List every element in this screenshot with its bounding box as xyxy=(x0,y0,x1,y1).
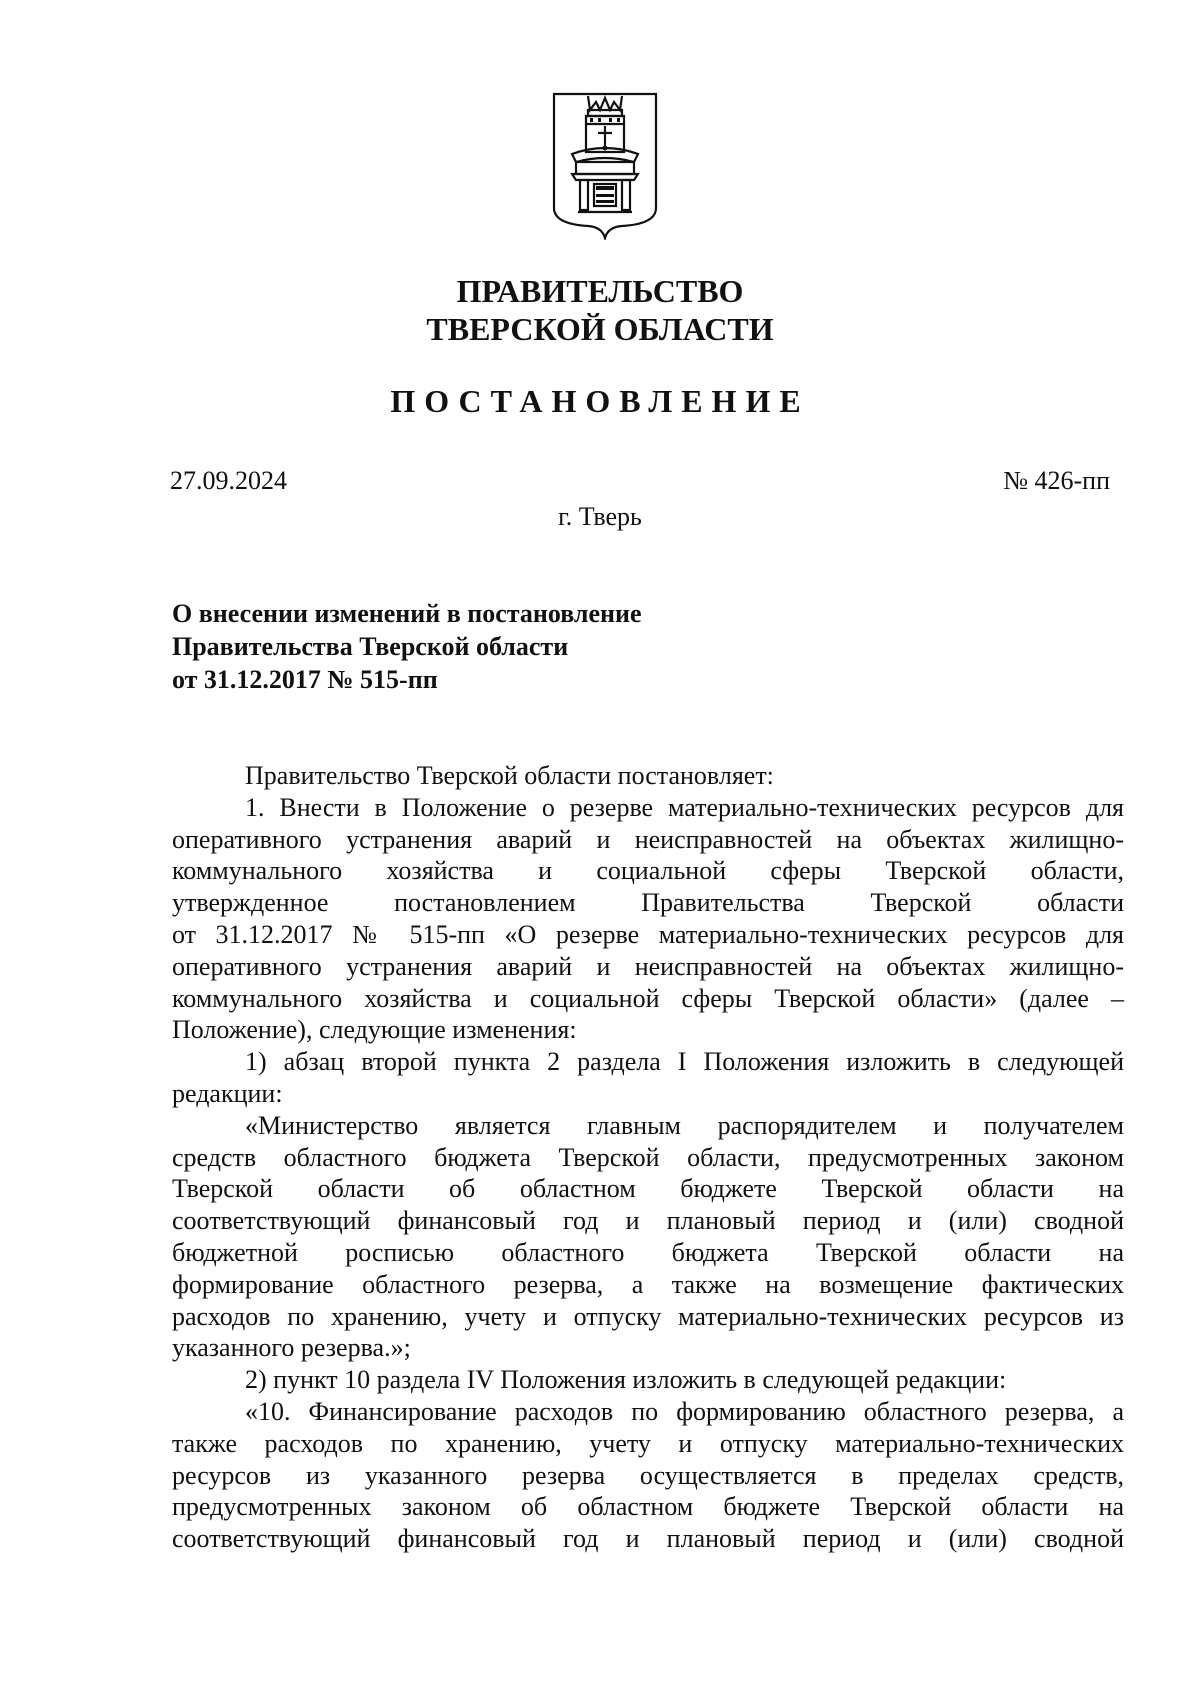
body-line: соответствующий финансовый год и плановый период и (или) сводной xyxy=(172,1524,1124,1554)
body-line: утвержденное постановлением Правительства Тверской области xyxy=(172,888,1124,918)
body-line: Положение), следующие изменения: xyxy=(172,1015,577,1045)
body-line: Тверской области об областном бюджете Тверской области на xyxy=(172,1174,1124,1204)
body-line: средств областного бюджета Тверской области, предусмотренных законом xyxy=(172,1142,1124,1172)
body-line: редакции: xyxy=(172,1078,283,1108)
government-title-line1: ПРАВИТЕЛЬСТВО xyxy=(456,273,744,309)
coat-of-arms-icon xyxy=(550,90,660,240)
document-number: № 426-пп xyxy=(1003,466,1110,495)
subject-line2: Правительства Тверской области xyxy=(172,632,569,661)
document-type: ПОСТАНОВЛЕНИЕ xyxy=(390,383,810,419)
body-line: оперативного устранения аварий и неисправностей на объектах жилищно- xyxy=(172,824,1124,854)
subject-line3: от 31.12.2017 № 515-пп xyxy=(172,665,438,694)
body-line: Правительство Тверской области постановляет: xyxy=(245,761,774,790)
body-line: от 31.12.2017 № 515-пп «О резерве материально-технических ресурсов для xyxy=(172,919,1124,949)
document-date: 27.09.2024 xyxy=(170,466,287,495)
body-line: коммунального хозяйства и социальной сферы Тверской области» (далее – xyxy=(172,983,1124,1013)
body-line: ресурсов из указанного резерва осуществляется в пределах средств, xyxy=(172,1460,1124,1490)
body-line: коммунального хозяйства и социальной сферы Тверской области, xyxy=(172,856,1124,886)
body-line: бюджетной росписью областного бюджета Тверской области на xyxy=(172,1237,1124,1267)
body-line: также расходов по хранению, учету и отпуску материально-технических xyxy=(172,1428,1124,1458)
body-line: предусмотренных законом об областном бюджете Тверской области на xyxy=(172,1492,1124,1522)
body-line: расходов по хранению, учету и отпуску материально-технических ресурсов из xyxy=(172,1301,1124,1331)
government-title-line2: ТВЕРСКОЙ ОБЛАСТИ xyxy=(426,311,774,347)
document-body xyxy=(172,760,1124,1555)
body-line: оперативного устранения аварий и неисправностей на объектах жилищно- xyxy=(172,951,1124,981)
body-line: 2) пункт 10 раздела IV Положения изложить в следующей редакции: xyxy=(245,1365,1007,1395)
body-line: указанного резерва.»; xyxy=(172,1333,411,1363)
body-line: 1) абзац второй пункта 2 раздела I Положения изложить в следующей xyxy=(245,1047,1124,1077)
document-subject xyxy=(172,597,642,696)
body-line: формирование областного резерва, а также на возмещение фактических xyxy=(172,1269,1124,1299)
body-line: 1. Внести в Положение о резерве материально-технических ресурсов для xyxy=(245,792,1124,822)
document-city: г. Тверь xyxy=(558,502,642,531)
body-line: «10. Финансирование расходов по формированию областного резерва, а xyxy=(245,1396,1124,1426)
body-line: соответствующий финансовый год и плановый период и (или) сводной xyxy=(172,1206,1124,1236)
government-title xyxy=(0,272,1200,348)
subject-line1: О внесении изменений в постановление xyxy=(172,599,642,628)
body-line: «Министерство является главным распорядителем и получателем xyxy=(245,1110,1124,1140)
